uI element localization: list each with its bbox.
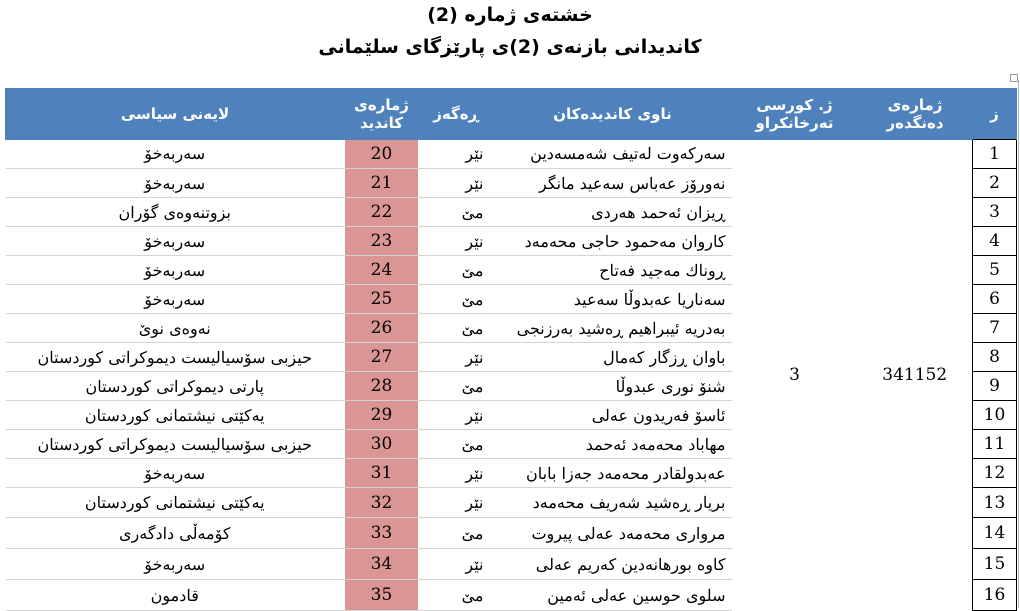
header-row: [6, 88, 1017, 140]
candidate-party: بزوتنەوەی گۆران: [6, 198, 345, 227]
candidates-table: [5, 88, 1017, 611]
candidate-name: ئاسۆ فەریدون عەلی: [494, 401, 732, 430]
candidate-party: سەربەخۆ: [6, 169, 345, 198]
candidate-gender: نێر: [419, 549, 494, 580]
row-index: 9: [973, 372, 1017, 401]
candidate-number: 26: [345, 314, 419, 343]
candidate-name: سەناریا عەبدوڵا سەعید: [494, 285, 732, 314]
candidate-number: 35: [345, 580, 419, 611]
candidate-party: پارتی دیموکراتی کوردستان: [6, 372, 345, 401]
candidate-party: سەربەخۆ: [6, 140, 345, 169]
candidate-number: 21: [345, 169, 419, 198]
table-anchor-handle[interactable]: [1010, 74, 1018, 82]
header-seats: ژ. کورسی تەرخانکراو: [732, 88, 858, 140]
candidate-number: 32: [345, 488, 419, 518]
candidate-number: 25: [345, 285, 419, 314]
header-name: ناوی کاندیدەکان: [494, 88, 732, 140]
candidate-name: کاوە بورهانەدین کەریم عەلی: [494, 549, 732, 580]
candidate-gender: نێر: [419, 140, 494, 169]
candidate-party: سەربەخۆ: [6, 285, 345, 314]
candidate-party: سەربەخۆ: [6, 256, 345, 285]
candidate-party: حیزبی سۆسیالیست دیموکراتی کوردستان: [6, 343, 345, 372]
table-subtitle: کاندیدانی بازنەی (2)ی پارێزگای سلێمانی: [318, 36, 702, 58]
candidate-gender: مێ: [419, 430, 494, 459]
candidate-number: 30: [345, 430, 419, 459]
candidate-gender: مێ: [419, 285, 494, 314]
candidate-party: یەکێتی نیشتمانی کوردستان: [6, 488, 345, 518]
candidate-gender: مێ: [419, 580, 494, 611]
row-index: 5: [973, 256, 1017, 285]
candidate-name: عەبدولقادر محەمەد جەزا بابان: [494, 459, 732, 488]
candidate-gender: مێ: [419, 198, 494, 227]
candidate-name: نەورۆز عەباس سەعید مانگر: [494, 169, 732, 198]
candidate-party: کۆمەڵی دادگەری: [6, 518, 345, 549]
candidate-name: شنۆ نوری عبدوڵا: [494, 372, 732, 401]
candidate-number: 22: [345, 198, 419, 227]
candidate-party: سەربەخۆ: [6, 227, 345, 256]
candidate-number: 23: [345, 227, 419, 256]
candidate-gender: مێ: [419, 372, 494, 401]
seats-count: 3: [789, 365, 800, 385]
candidate-name: باوان ڕزگار کەمال: [494, 343, 732, 372]
header-voters: ژمارەی دەنگدەر: [858, 88, 973, 140]
candidate-gender: نێر: [419, 401, 494, 430]
candidate-name: سەرکەوت لەتیف شەمسەدین: [494, 140, 732, 169]
row-index: 8: [973, 343, 1017, 372]
page-margin-line: [1018, 80, 1019, 608]
row-index: 12: [973, 459, 1017, 488]
candidate-name: مرواری محەمەد عەلی پیروت: [494, 518, 732, 549]
candidate-name: ڕوناك مەجید فەتاح: [494, 256, 732, 285]
candidate-gender: مێ: [419, 518, 494, 549]
candidate-name: مهاباد محەمەد ئەحمد: [494, 430, 732, 459]
candidate-name: بەدریە ئیبراهیم ڕەشید بەرزنجی: [494, 314, 732, 343]
candidate-party: سەربەخۆ: [6, 549, 345, 580]
candidate-number: 33: [345, 518, 419, 549]
candidate-name: کاروان مەحمود حاجی محەمەد: [494, 227, 732, 256]
table-row: [6, 140, 1017, 169]
candidate-gender: نێر: [419, 343, 494, 372]
row-index: 2: [973, 169, 1017, 198]
table-title: خشتەی ژمارە (2): [427, 4, 593, 26]
candidate-name: بریار ڕەشید شەریف محەمەد: [494, 488, 732, 518]
candidate-number: 29: [345, 401, 419, 430]
row-index: 4: [973, 227, 1017, 256]
candidate-name: سلوی حوسین عەلی ئەمین: [494, 580, 732, 611]
candidate-number: 24: [345, 256, 419, 285]
row-index: 10: [973, 401, 1017, 430]
candidate-number: 31: [345, 459, 419, 488]
row-index: 15: [973, 549, 1017, 580]
candidate-gender: نێر: [419, 488, 494, 518]
header-party: لایەنی سیاسی: [6, 88, 345, 140]
header-candidate-number: ژمارەی کاندید: [345, 88, 419, 140]
table-body: [6, 140, 1017, 611]
candidate-party: حیزبی سۆسیالیست دیموکراتی کوردستان: [6, 430, 345, 459]
header-index: ز: [973, 88, 1017, 140]
candidate-gender: نێر: [419, 169, 494, 198]
candidate-gender: نێر: [419, 227, 494, 256]
candidate-party: یەکێتی نیشتمانی کوردستان: [6, 401, 345, 430]
row-index: 13: [973, 488, 1017, 518]
candidate-number: 20: [345, 140, 419, 169]
candidate-party: قادمون: [6, 580, 345, 611]
row-index: 1: [973, 140, 1017, 169]
row-index: 11: [973, 430, 1017, 459]
candidate-gender: نێر: [419, 459, 494, 488]
candidate-party: نەوەی نوێ: [6, 314, 345, 343]
voters-count: 341152: [882, 365, 948, 385]
row-index: 3: [973, 198, 1017, 227]
candidate-gender: مێ: [419, 256, 494, 285]
candidate-number: 34: [345, 549, 419, 580]
header-gender: ڕەگەز: [419, 88, 494, 140]
row-index: 16: [973, 580, 1017, 611]
candidate-party: سەربەخۆ: [6, 459, 345, 488]
candidate-gender: مێ: [419, 314, 494, 343]
row-index: 7: [973, 314, 1017, 343]
candidate-number: 28: [345, 372, 419, 401]
row-index: 14: [973, 518, 1017, 549]
candidate-name: ڕیزان ئەحمد هەردی: [494, 198, 732, 227]
row-index: 6: [973, 285, 1017, 314]
candidate-number: 27: [345, 343, 419, 372]
